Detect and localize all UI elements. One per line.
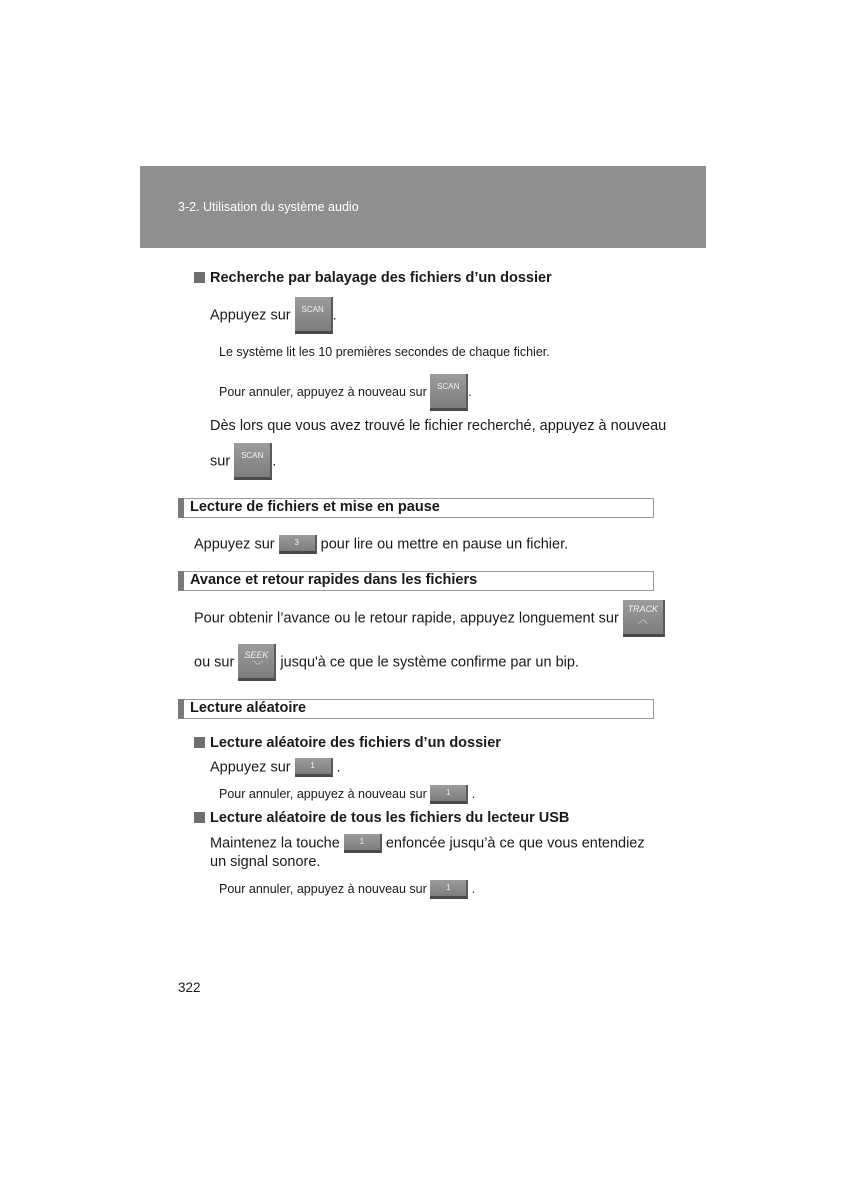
seek-button-icon	[238, 644, 276, 681]
random-sub2-line-1	[210, 834, 645, 853]
text: Pour annuler, appuyez à nouveau sur	[219, 881, 427, 896]
text: enfoncée jusqu’à ce que vous entendiez	[385, 835, 645, 852]
text: Lecture aléatoire des fichiers d’un dossier	[210, 735, 501, 751]
button-1-icon: 1	[430, 785, 468, 804]
text: SEEK	[244, 650, 269, 660]
section-bar	[178, 498, 184, 518]
random-sub2-heading	[194, 810, 569, 826]
scan-button-icon: SCAN	[234, 443, 272, 480]
text: .	[471, 786, 476, 801]
button-3-icon: 3	[279, 535, 317, 554]
chevron-down-icon: ﹀	[251, 661, 262, 672]
chevron-up-icon: ︿	[637, 615, 648, 626]
square-bullet-icon	[194, 272, 205, 283]
text: Pour obtenir l’avance ou le retour rapide, appuyez longuement sur	[194, 610, 619, 627]
text: Appuyez sur	[210, 759, 291, 776]
scan-note-1: Le système lit les 10 premières secondes de chaque fichier.	[219, 345, 550, 359]
random-sub1-line	[210, 758, 341, 777]
text: Pour annuler, appuyez à nouveau sur	[219, 786, 427, 801]
fastfwd-line-2	[194, 644, 579, 681]
section-title-fastfwd: Avance et retour rapides dans les fichiers	[190, 572, 478, 588]
square-bullet-icon	[194, 737, 205, 748]
text: Pour annuler, appuyez à nouveau sur	[219, 384, 427, 399]
text: pour lire ou mettre en pause un fichier.	[320, 536, 569, 553]
text: .	[272, 453, 277, 470]
section-title-playback: Lecture de fichiers et mise en pause	[190, 499, 440, 515]
playback-line	[194, 535, 568, 554]
section-header: 3-2. Utilisation du système audio	[178, 200, 359, 214]
text: .	[336, 759, 341, 776]
scan-line-1	[210, 297, 337, 334]
random-sub2-note	[219, 880, 475, 899]
scan-line-3	[210, 443, 276, 480]
text: Appuyez sur	[210, 307, 291, 324]
scan-heading	[194, 270, 552, 286]
scan-line-2: Dès lors que vous avez trouvé le fichier recherché, appuyez à nouveau	[210, 418, 667, 434]
text: Lecture aléatoire de tous les fichiers du lecteur USB	[210, 810, 570, 826]
scan-note-2	[219, 374, 472, 411]
text: TRACK	[627, 604, 659, 614]
fastfwd-line-1	[194, 600, 665, 637]
text: Appuyez sur	[194, 536, 275, 553]
text: sur	[210, 453, 231, 470]
button-1-icon: 1	[295, 758, 333, 777]
text: .	[468, 384, 472, 399]
section-bar	[178, 571, 184, 591]
random-sub1-heading	[194, 735, 501, 751]
scan-button-icon: SCAN	[295, 297, 333, 334]
button-1-icon: 1	[344, 834, 382, 853]
square-bullet-icon	[194, 812, 205, 823]
text: Maintenez la touche	[210, 835, 340, 852]
section-bar	[178, 699, 184, 719]
button-1-icon: 1	[430, 880, 468, 899]
scan-button-icon: SCAN	[430, 374, 468, 411]
random-sub1-note	[219, 785, 475, 804]
section-title-random: Lecture aléatoire	[190, 700, 307, 716]
page-number: 322	[178, 980, 201, 995]
random-sub2-line-2: un signal sonore.	[210, 854, 321, 870]
text: .	[332, 307, 337, 324]
text: .	[471, 881, 476, 896]
text: ou sur	[194, 654, 235, 671]
text: jusqu'à ce que le système confirme par un bip.	[280, 654, 579, 671]
scan-heading-text: Recherche par balayage des fichiers d’un dossier	[210, 270, 552, 286]
track-button-icon	[623, 600, 665, 637]
